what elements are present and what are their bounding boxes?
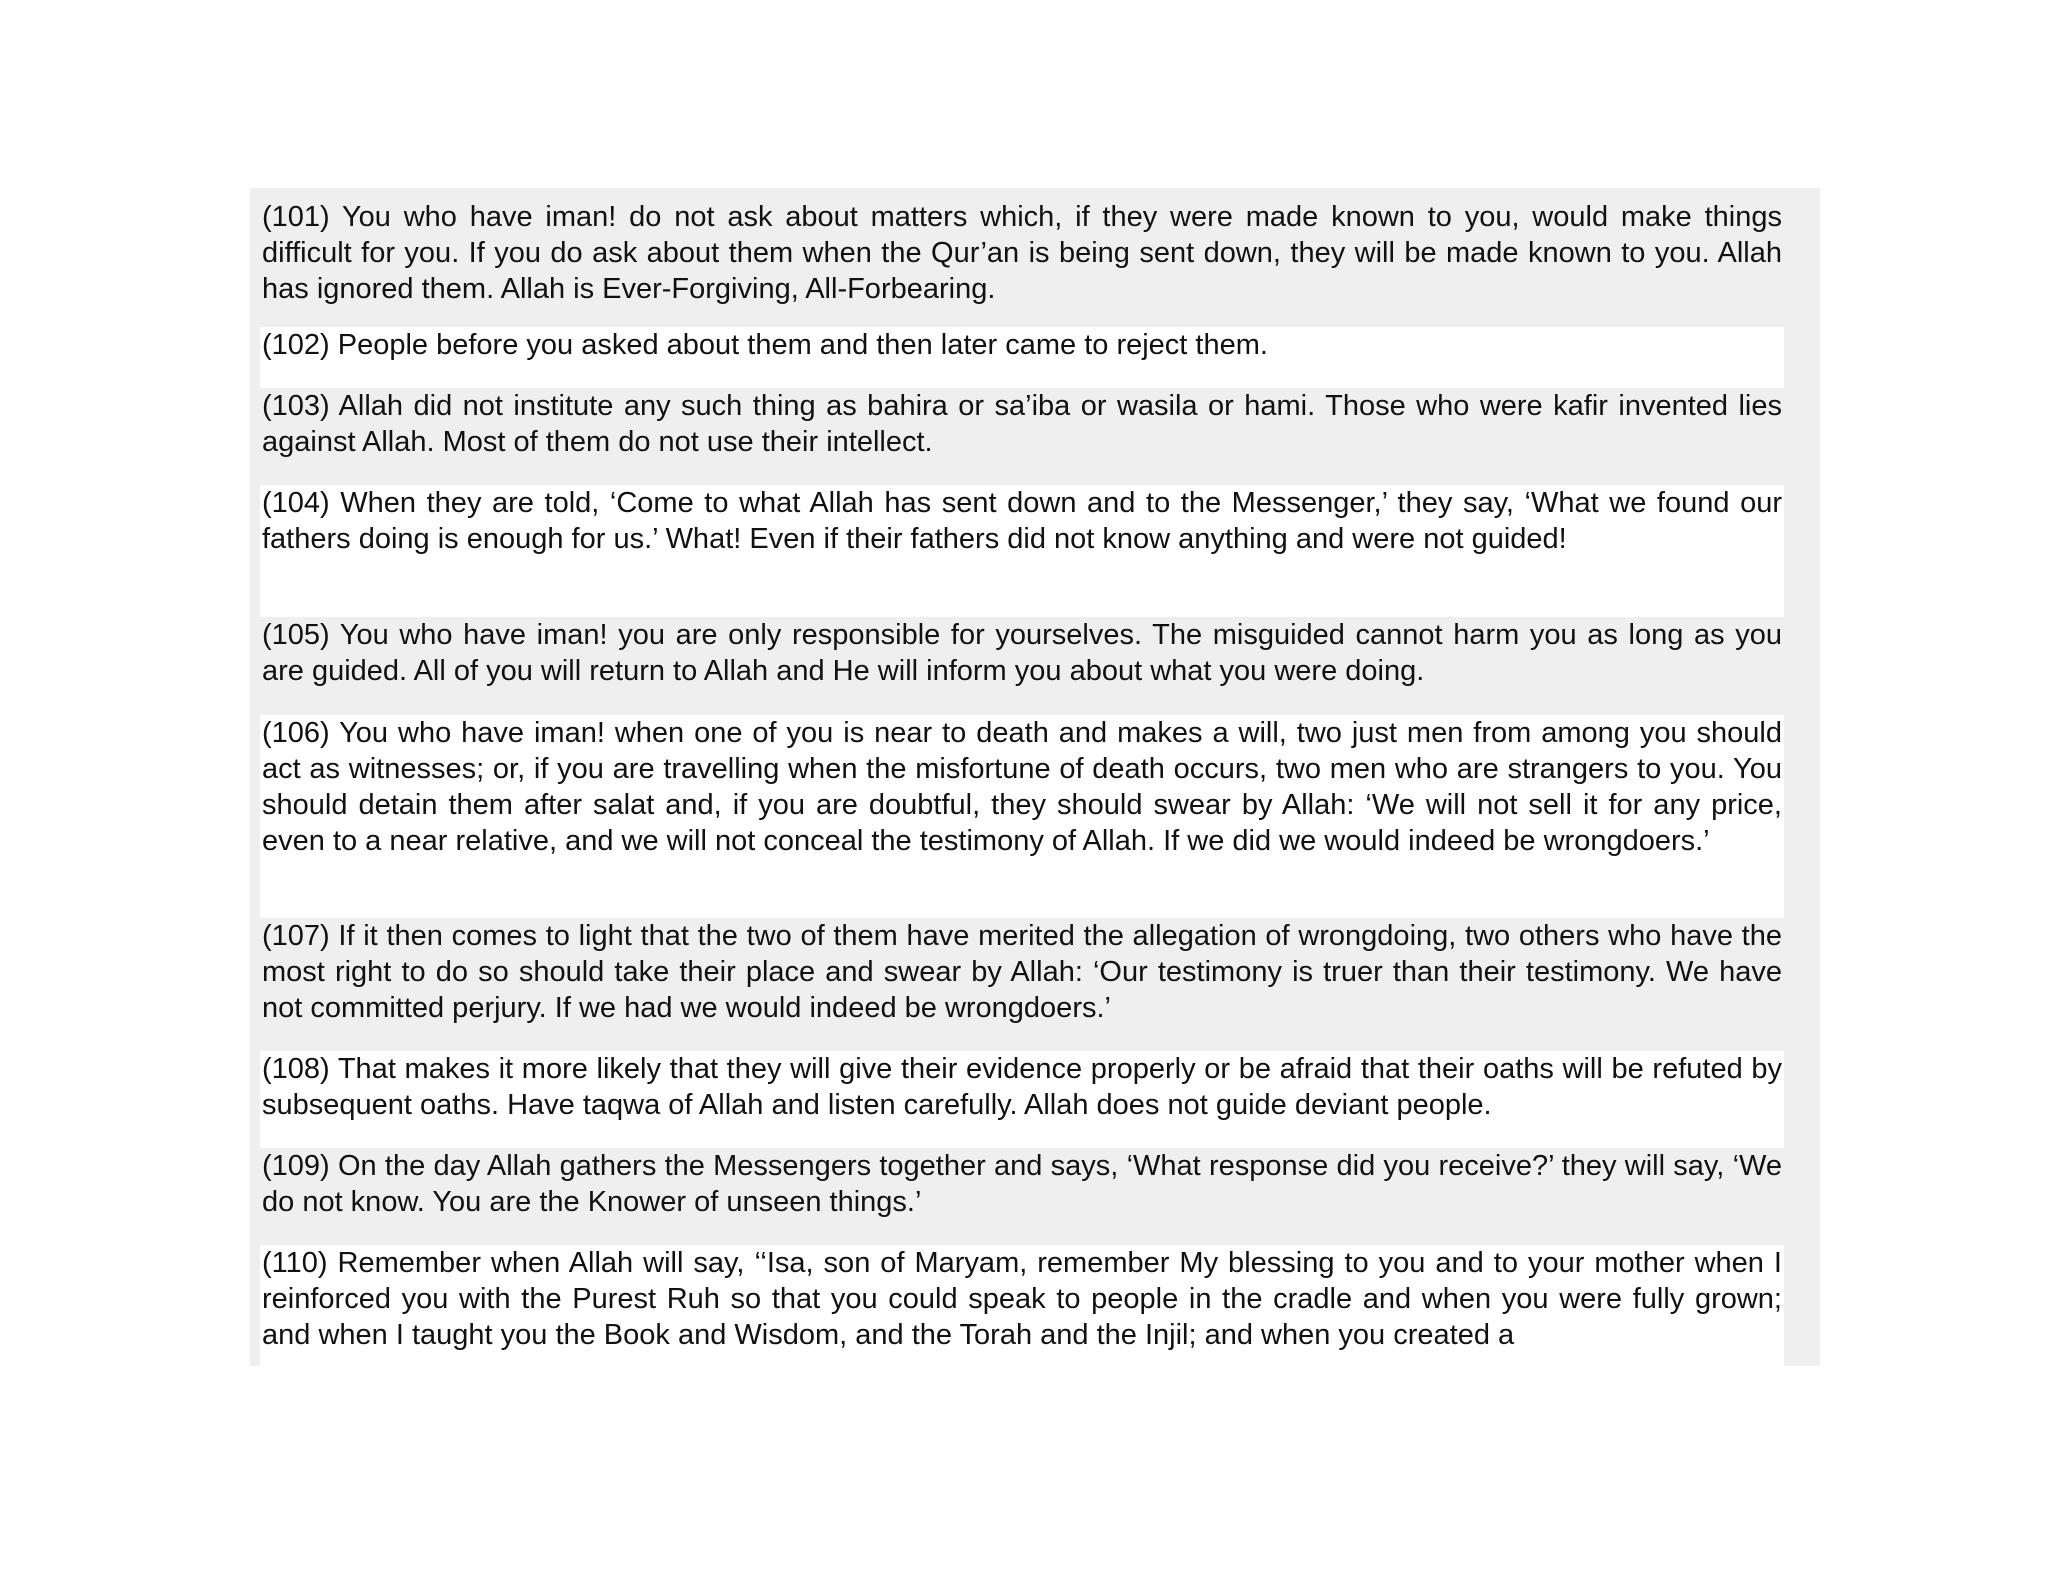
verse-text: (106) You who have iman! when one of you is near to death and makes a will, two just men from among you should act as witnesses; or, if you are travelling when the misfortune of death occurs, two men who are strangers to you. You should detain them after salat and, if you are doubtful, they should swear by Allah: ‘We will not sell it for any price, even to a near relative, and we will not conceal the testimony of Allah. If we did we would indeed be wrongdoers.’	[262, 717, 1782, 857]
verse-text: (108) That makes it more likely that they will give their evidence properly or be afraid that their oaths will be refuted by subsequent oaths. Have taqwa of Allah and listen carefully. Allah does not guide deviant people.	[262, 1053, 1782, 1121]
verse-text: (101) You who have iman! do not ask about matters which, if they were made known to you, would make things difficult for you. If you do ask about them when the Qur’an is being sent down, they will be made known to you. Allah has ignored them. Allah is Ever-Forgiving, All-Forbearing.	[262, 201, 1782, 305]
verse-text: (105) You who have iman! you are only responsible for yourselves. The misguided cannot harm you as long as you are guided. All of you will return to Allah and He will inform you about what you were doing.	[262, 619, 1782, 687]
verse-108	[260, 1051, 1784, 1148]
verse-list	[260, 199, 1784, 1366]
verse-text: (104) When they are told, ‘Come to what Allah has sent down and to the Messenger,’ they say, ‘What we found our fathers doing is enough for us.’ What! Even if their fathers did not know anything and were not guided!	[262, 487, 1782, 555]
verse-105	[260, 617, 1784, 715]
verse-text: (107) If it then comes to light that the two of them have merited the allegation of wrongdoing, two others who have the most right to do so should take their place and swear by Allah: ‘Our testimony is truer than their testimony. We have not committed perjury. If we had we would indeed be wrongdoers.’	[262, 920, 1782, 1024]
verse-text: (103) Allah did not institute any such thing as bahira or sa’iba or wasila or hami. Those who were kafir invented lies against Allah. Most of them do not use their intellect.	[262, 390, 1782, 458]
verse-106	[260, 715, 1784, 918]
verse-109	[260, 1148, 1784, 1245]
verse-101	[260, 199, 1784, 327]
verse-104	[260, 485, 1784, 617]
verse-text: (110) Remember when Allah will say, ‘‘Isa, son of Maryam, remember My blessing to you and to your mother when I reinforced you with the Purest Ruh so that you could speak to people in the cradle and when you were fully grown; and when I taught you the Book and Wisdom, and the Torah and the Injil; and when you created a	[262, 1247, 1782, 1351]
verse-text: (102) People before you asked about them and then later came to reject them.	[262, 329, 1268, 361]
verse-102	[260, 327, 1784, 388]
verse-110	[260, 1245, 1784, 1366]
verse-107	[260, 918, 1784, 1051]
verses-panel	[250, 188, 1820, 1366]
verse-text: (109) On the day Allah gathers the Messengers together and says, ‘What response did you receive?’ they will say, ‘We do not know. You are the Knower of unseen things.’	[262, 1150, 1782, 1218]
verse-103	[260, 388, 1784, 485]
